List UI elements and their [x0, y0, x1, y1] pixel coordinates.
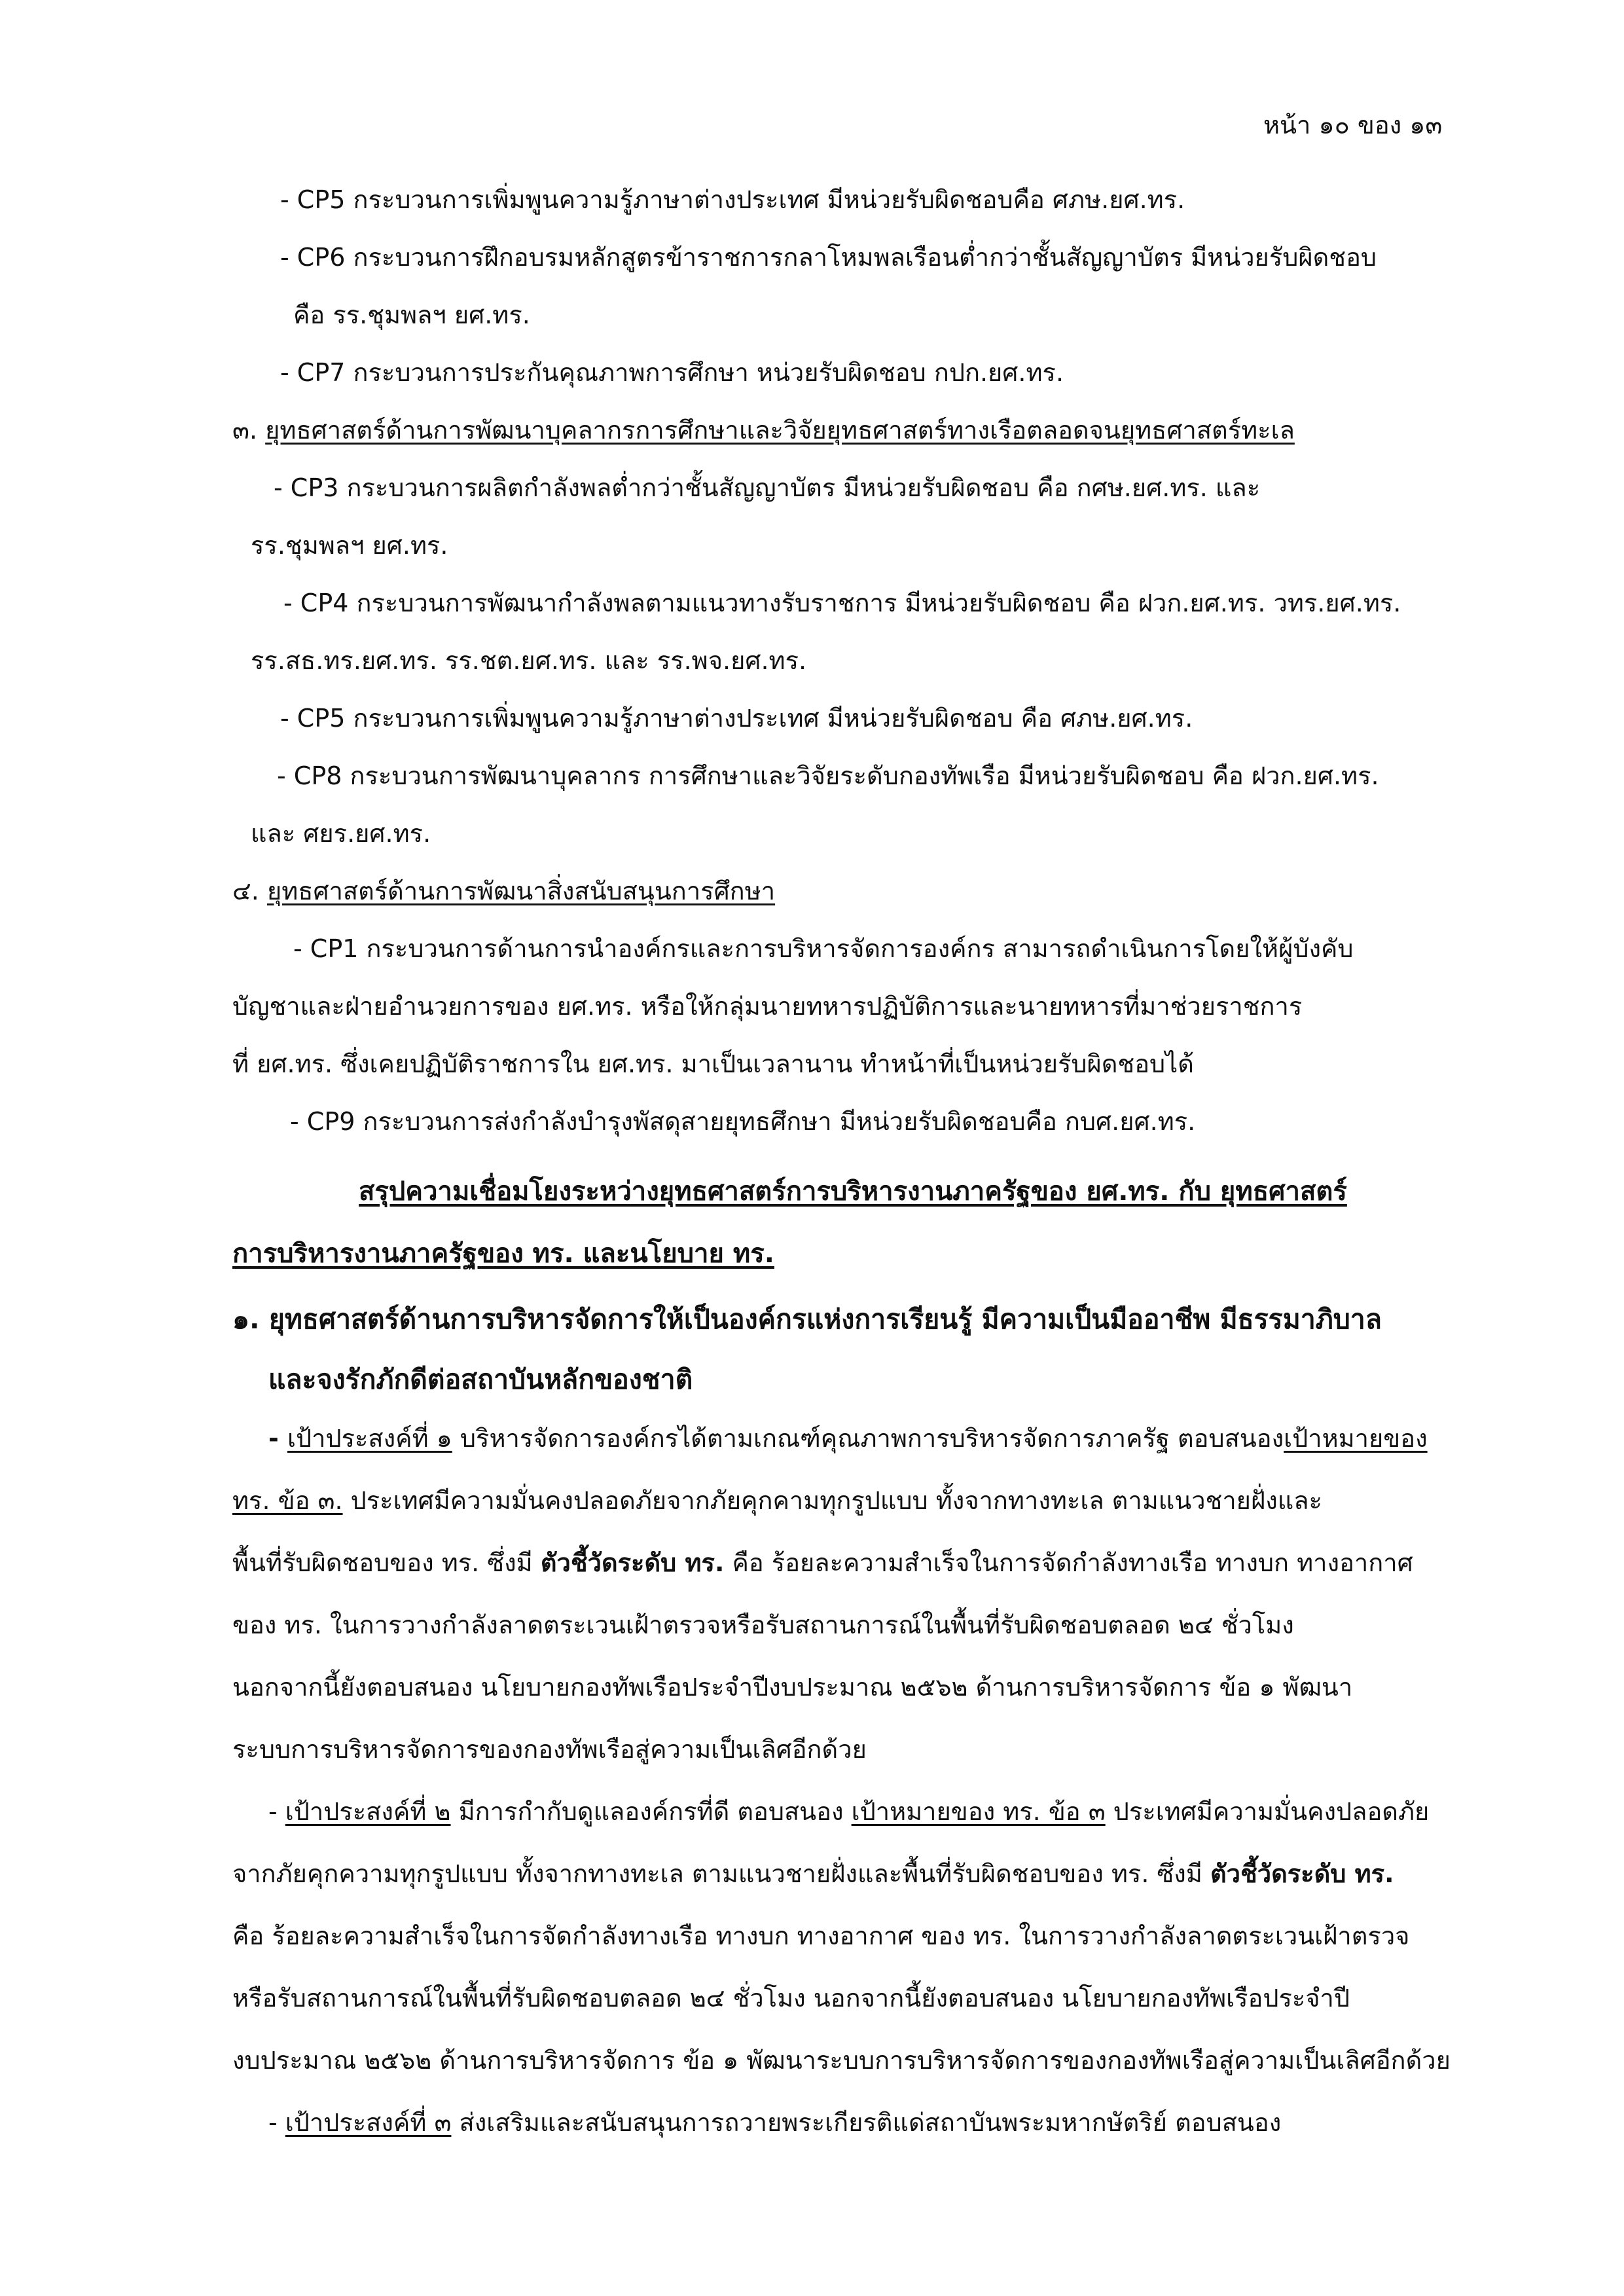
list-item-cp5b: - CP5 กระบวนการเพิ่มพูนความรู้ภาษาต่างประเทศ มีหน่วยรับผิดชอบ คือ ศภษ.ยศ.ทร.: [280, 704, 1193, 733]
list-item-cp8-cont: และ ศยร.ยศ.ทร.: [251, 819, 431, 848]
section-number: ๔.: [232, 877, 259, 905]
section-title: ยุทธศาสตร์ด้านการพัฒนาบุคลากรการศึกษาและวิจัยยุทธศาสตร์ทางเรือตลอดจนยุทธศาสตร์ทะเล: [265, 416, 1295, 445]
objective-2-line3: คือ ร้อยละความสำเร็จในการจัดกำลังทางเรือ ทางบก ทางอากาศ ของ ทร. ในการวางกำลังลาดตระเวนเฝ้าตรวจ: [232, 1922, 1410, 1950]
section-heading-3: [232, 410, 1295, 450]
objective-2-line2: จากภัยคุกความทุกรูปแบบ ทั้งจากทางทะเล ตามแนวชายฝั่งและพื้นที่รับผิดชอบของ ทร. ซึ่งมี ตัวชี้วัดระดับ ทร.: [232, 1859, 1394, 1888]
objective-2-line4: หรือรับสถานการณ์ในพื้นที่รับผิดชอบตลอด ๒๔ ชั่วโมง นอกจากนี้ยังตอบสนอง นโยบายกองทัพเรือประจำปี: [232, 1984, 1350, 2013]
list-item-cp3-cont: รร.ชุมพลฯ ยศ.ทร.: [251, 531, 448, 560]
list-item-cp6-cont: คือ รร.ชุมพลฯ ยศ.ทร.: [293, 301, 530, 329]
objective-1-line6: ระบบการบริหารจัดการของกองทัพเรือสู่ความเป็นเลิศอีกด้วย: [232, 1735, 867, 1764]
list-item-cp6: - CP6 กระบวนการฝึกอบรมหลักสูตรข้าราชการกลาโหมพลเรือนต่ำกว่าชั้นสัญญาบัตร มีหน่วยรับผิดชอบ: [280, 243, 1377, 272]
section-heading-4: [232, 871, 775, 911]
kpi-label: ตัวชี้วัดระดับ ทร.: [540, 1548, 725, 1577]
list-item-cp1-cont1: บัญชาและฝ่ายอำนวยการของ ยศ.ทร. หรือให้กลุ่มนายทหารปฏิบัติการและนายทหารที่มาช่วยราชการ: [232, 992, 1303, 1021]
objective-3-line1: - เป้าประสงค์ที่ ๓ ส่งเสริมและสนับสนุนการถวายพระเกียรติแด่สถาบันพระมหากษัตริย์ ตอบสนอง: [268, 2108, 1282, 2137]
list-item-cp7: - CP7 กระบวนการประกันคุณภาพการศึกษา หน่วยรับผิดชอบ กปก.ยศ.ทร.: [280, 358, 1064, 387]
strategy-heading-1: ๑. ยุทธศาสตร์ด้านการบริหารจัดการให้เป็นองค์กรแห่งการเรียนรู้ มีความเป็นมืออาชีพ มีธรรมาภิบาล: [232, 1303, 1382, 1335]
objective-1-line1: - เป้าประสงค์ที่ ๑ บริหารจัดการองค์กรได้ตามเกณฑ์คุณภาพการบริหารจัดการภาครัฐ ตอบสนองเป้าหมายของ: [268, 1424, 1428, 1453]
objective-1-line5: นอกจากนี้ยังตอบสนอง นโยบายกองทัพเรือประจำปีงบประมาณ ๒๕๖๒ ด้านการบริหารจัดการ ข้อ ๑ พัฒนา: [232, 1673, 1353, 1702]
list-item-cp5: - CP5 กระบวนการเพิ่มพูนความรู้ภาษาต่างประเทศ มีหน่วยรับผิดชอบคือ ศภษ.ยศ.ทร.: [280, 185, 1185, 214]
page-number: หน้า ๑๐ ของ ๑๓: [1263, 111, 1443, 139]
summary-title-line1: สรุปความเชื่อมโยงระหว่างยุทธศาสตร์การบริหารงานภาครัฐของ ยศ.ทร. กับ ยุทธศาสตร์: [359, 1176, 1347, 1207]
list-item-cp9: - CP9 กระบวนการส่งกำลังบำรุงพัสดุสายยุทธศึกษา มีหน่วยรับผิดชอบคือ กบศ.ยศ.ทร.: [290, 1107, 1196, 1136]
objective-label: เป้าประสงค์ที่ ๓: [285, 2108, 452, 2137]
summary-title-line2: การบริหารงานภาครัฐของ ทร. และนโยบาย ทร.: [232, 1239, 774, 1269]
section-title: ยุทธศาสตร์ด้านการพัฒนาสิ่งสนับสนุนการศึกษา: [266, 877, 776, 905]
objective-2-line5: งบประมาณ ๒๕๖๒ ด้านการบริหารจัดการ ข้อ ๑ พัฒนาระบบการบริหารจัดการของกองทัพเรือสู่ความเป็นเลิศอีกด้วย: [232, 2046, 1451, 2075]
strategy-heading-1-cont: และจงรักภักดีต่อสถาบันหลักของชาติ: [268, 1364, 693, 1395]
list-item-cp8: - CP8 กระบวนการพัฒนาบุคลากร การศึกษาและวิจัยระดับกองทัพเรือ มีหน่วยรับผิดชอบ คือ ฝวก.ยศ.ทร.: [277, 761, 1379, 790]
objective-1-line2: ทร. ข้อ ๓. ประเทศมีความมั่นคงปลอดภัยจากภัยคุกคามทุกรูปแบบ ทั้งจากทางทะเล ตามแนวชายฝั่งและ: [232, 1486, 1322, 1515]
list-item-cp3: - CP3 กระบวนการผลิตกำลังพลต่ำกว่าชั้นสัญญาบัตร มีหน่วยรับผิดชอบ คือ กศษ.ยศ.ทร. และ: [274, 473, 1261, 502]
kpi-label: ตัวชี้วัดระดับ ทร.: [1210, 1859, 1394, 1888]
list-item-cp1-cont2: ที่ ยศ.ทร. ซึ่งเคยปฏิบัติราชการใน ยศ.ทร. มาเป็นเวลานาน ทำหน้าที่เป็นหน่วยรับผิดชอบได้: [232, 1049, 1194, 1078]
list-item-cp4-cont: รร.สธ.ทร.ยศ.ทร. รร.ชต.ยศ.ทร. และ รร.พจ.ยศ.ทร.: [251, 646, 807, 675]
objective-1-line3: พื้นที่รับผิดชอบของ ทร. ซึ่งมี ตัวชี้วัดระดับ ทร. คือ ร้อยละความสำเร็จในการจัดกำลังทางเรือ ทางบก ทางอากาศ: [232, 1548, 1413, 1577]
goal-link-text: เป้าหมายของ: [1284, 1424, 1428, 1453]
objective-label: เป้าประสงค์ที่ ๒: [285, 1797, 451, 1826]
list-item-cp4: - CP4 กระบวนการพัฒนากำลังพลตามแนวทางรับราชการ มีหน่วยรับผิดชอบ คือ ฝวก.ยศ.ทร. วทร.ยศ.ทร.: [283, 589, 1401, 617]
goal-link-text: เป้าหมายของ ทร. ข้อ ๓: [851, 1797, 1106, 1826]
list-item-cp1: - CP1 กระบวนการด้านการนำองค์กรและการบริหารจัดการองค์กร สามารถดำเนินการโดยให้ผู้บังคับ: [293, 934, 1354, 963]
objective-1-line4: ของ ทร. ในการวางกำลังลาดตระเวนเฝ้าตรวจหรือรับสถานการณ์ในพื้นที่รับผิดชอบตลอด ๒๔ ชั่วโมง: [232, 1611, 1294, 1639]
section-number: ๓.: [232, 416, 258, 445]
objective-2-line1: - เป้าประสงค์ที่ ๒ มีการกำกับดูแลองค์กรที่ดี ตอบสนอง เป้าหมายของ ทร. ข้อ ๓ ประเทศมีความมั่นคงปลอดภัย: [268, 1797, 1430, 1826]
objective-label: เป้าประสงค์ที่ ๑: [287, 1424, 452, 1453]
